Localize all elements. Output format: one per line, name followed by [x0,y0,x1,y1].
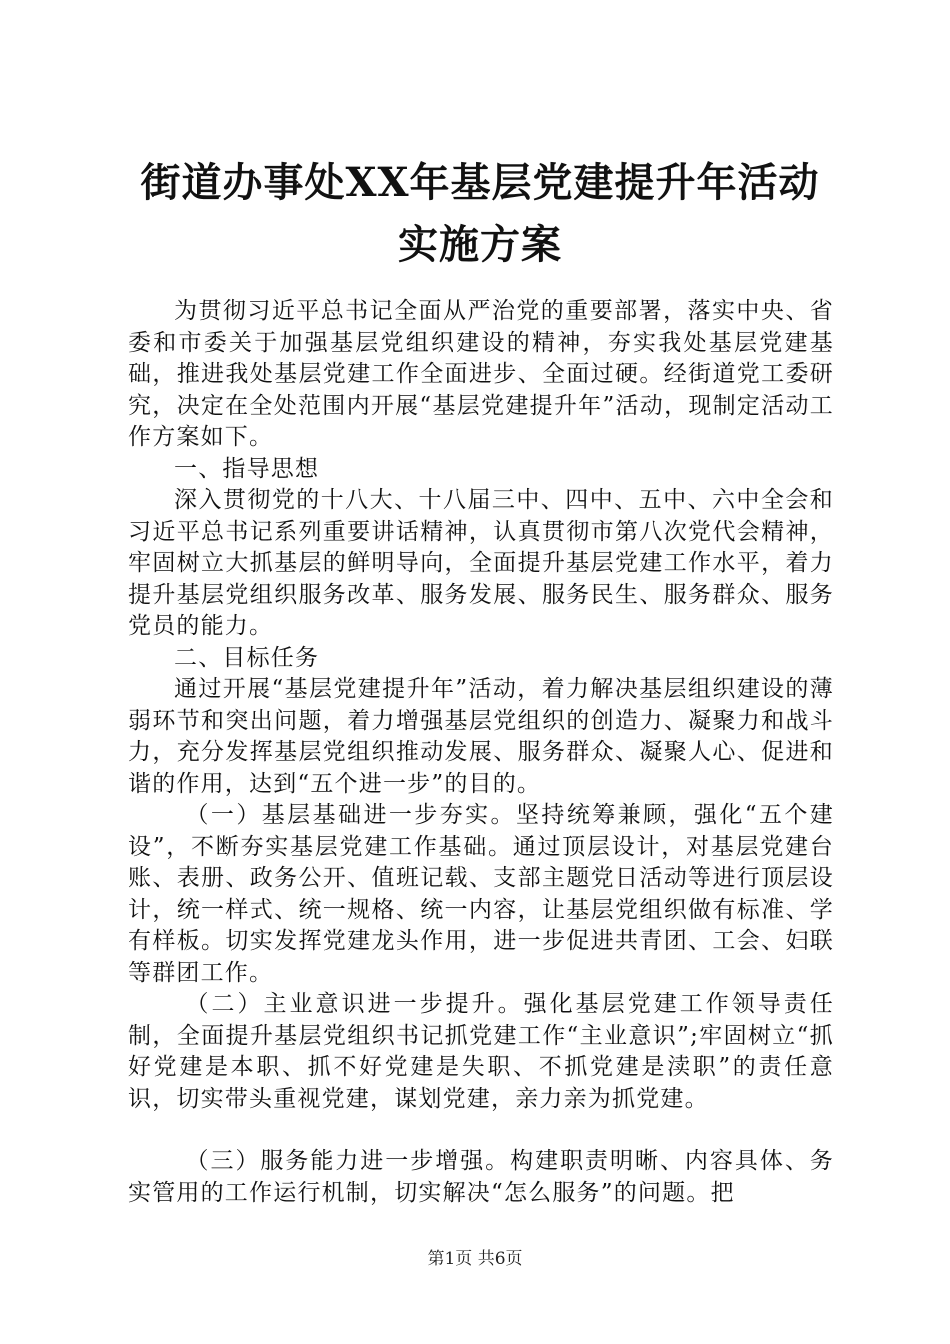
intro-paragraph: 为贯彻习近平总书记全面从严治党的重要部署，落实中央、省委和市委关于加强基层党组织建设的精神，夯实我处基层党建基础，推进我处基层党建工作全面进步、全面过硬。经街道党工委研究，决定在全处范围内开展“基层党建提升年”活动，现制定活动工作方案如下。 [128,298,834,450]
section-heading-guiding-ideology: 一、指导思想 [174,455,320,482]
document-title: 街道办事处XX年基层党建提升年活动实施方案 [140,159,820,268]
goal-item-3-paragraph: （三）服务能力进一步增强。构建职责明晰、内容具体、务实管用的工作运行机制，切实解决“怎么服务”的问题。把 [128,1148,834,1206]
section-heading-goals-tasks: 二、目标任务 [174,644,320,671]
goals-tasks-paragraph: 通过开展“基层党建提升年”活动，着力解决基层组织建设的薄弱环节和突出问题，着力增强基层党组织的创造力、凝聚力和战斗力，充分发挥基层党组织推动发展、服务群众、凝聚人心、促进和谐的作用，达到“五个进一步”的目的。 [128,676,834,797]
goal-item-2-paragraph: （二）主业意识进一步提升。强化基层党建工作领导责任制，全面提升基层党组织书记抓党建工作“主业意识”;牢固树立“抓好党建是本职、抓不好党建是失职、不抓党建是渎职”的责任意识，切实带头重视党建，谋划党建，亲力亲为抓党建。 [128,991,834,1112]
goal-item-1-paragraph: （一）基层基础进一步夯实。坚持统筹兼顾，强化“五个建设”，不断夯实基层党建工作基础。通过顶层设计，对基层党建台账、表册、政务公开、值班记载、支部主题党日活动等进行顶层设计，统一样式、统一规格、统一内容，让基层党组织做有标准、学有样板。切实发挥党建龙头作用，进一步促进共青团、工会、妇联等群团工作。 [128,802,834,986]
page-number-footer: 第1页 共6页 [427,1249,523,1269]
document-body [128,296,834,1209]
guiding-ideology-paragraph: 深入贯彻党的十八大、十八届三中、四中、五中、六中全会和习近平总书记系列重要讲话精神，认真贯彻市第八次党代会精神，牢固树立大抓基层的鲜明导向，全面提升基层党建工作水平，着力提升基层党组织服务改革、服务发展、服务民生、服务群众、服务党员的能力。 [128,487,834,639]
